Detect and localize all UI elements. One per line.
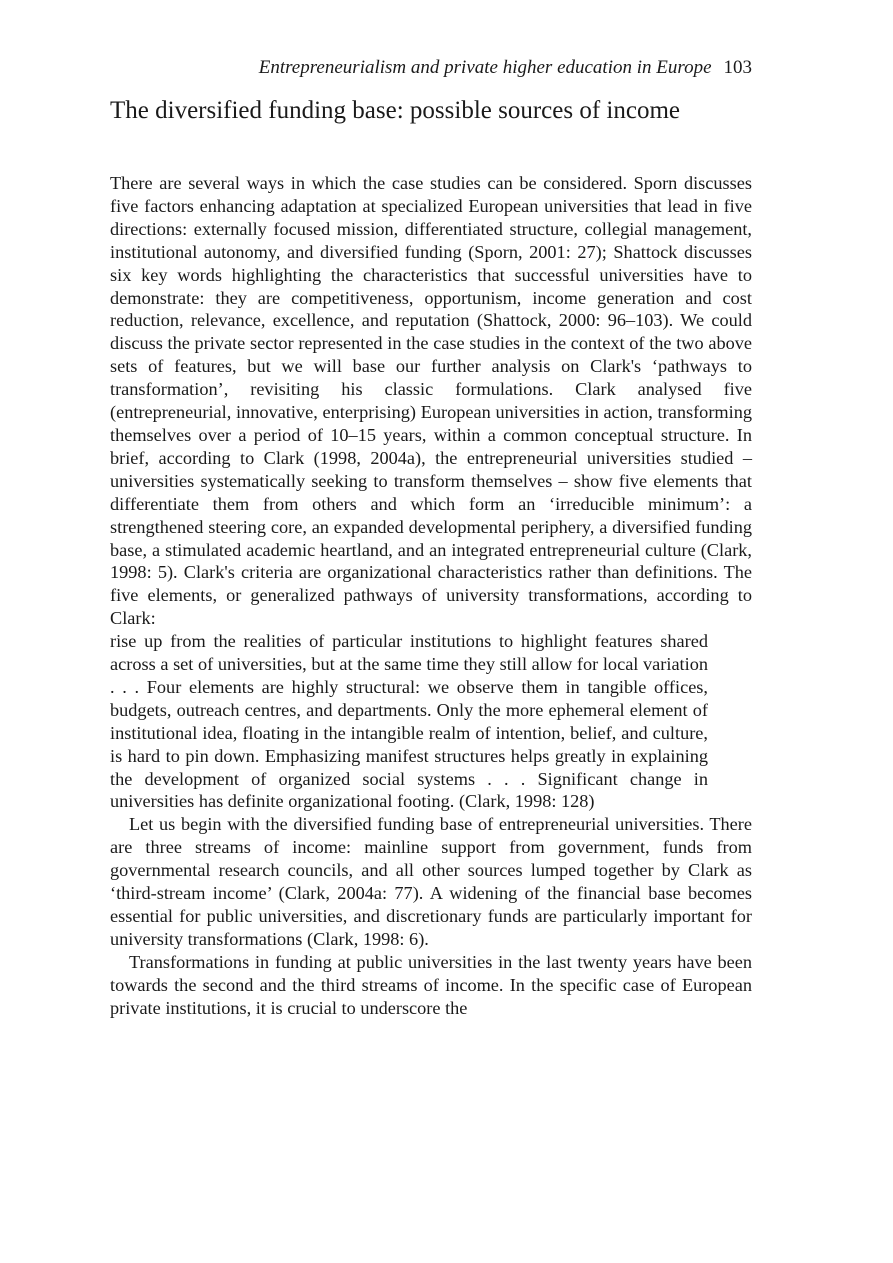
running-title: Entrepreneurialism and private higher education in Europe	[258, 57, 712, 78]
paragraph-funding-base: Let us begin with the diversified funding base of entrepreneurial universities. There are three streams of income: mainline support from government, funds from governmental research councils, and all other sources lumped together by Clark as ‘third-stream income’ (Clark, 2004a: 77). A widening of the financial base becomes essential for public universities, and discretionary funds are particularly important for university transformations (Clark, 1998: 6).	[110, 814, 752, 949]
paragraph-intro: There are several ways in which the case studies can be considered. Sporn discusses five factors enhancing adaptation at specialized European universities that lead in five directions: externally focused mission, differentiated structure, collegial management, institutional autonomy, and diversified funding (Sporn, 2001: 27); Shattock discusses six key words highlighting the characteristics that successful universities have to demonstrate: they are competitiveness, opportunism, income generation and cost reduction, relevance, excellence, and reputation (Shattock, 2000: 96–103). We could discuss the private sector represented in the case studies in the context of the two above sets of features, but we will base our further analysis on Clark's ‘pathways to transformation’, revisiting his classic formulations. Clark analysed five (entrepreneurial, innovative, enterprising) European universities in action, transforming themselves over a period of 10–15 years, within a common conceptual structure. In brief, according to Clark (1998, 2004a), the entrepreneurial universities studied – universities systematically seeking to transform themselves – show five elements that differentiate them from others and which form an ‘irreducible minimum’: a strengthened steering core, an expanded developmental periphery, a diversified funding base, a stimulated academic heartland, and an integrated entrepreneurial culture (Clark, 1998: 5). Clark's criteria are organizational characteristics rather than definitions. The five elements, or generalized pathways of university transformations, according to Clark:	[110, 173, 752, 629]
block-quote: rise up from the realities of particular institutions to highlight features shared across a set of universities, but at the same time they still allow for local variation . . . Four elements are highly structural: we observe them in tangible offices, budgets, outreach centres, and departments. Only the more ephemeral element of institutional idea, floating in the intangible realm of intention, belief, and culture, is hard to pin down. Emphasizing manifest structures helps greatly in explaining the development of organized social systems . . . Significant change in universities has definite organizational footing. (Clark, 1998: 128)	[110, 631, 708, 812]
section-heading: The diversified funding base: possible sources of income	[110, 97, 680, 124]
running-header	[110, 56, 752, 80]
paragraph-transformations: Transformations in funding at public universities in the last twenty years have been towards the second and the third streams of income. In the specific case of European private institutions, it is crucial to underscore the	[110, 951, 752, 1018]
body-text	[110, 172, 752, 1020]
page-number: 103	[723, 57, 752, 78]
